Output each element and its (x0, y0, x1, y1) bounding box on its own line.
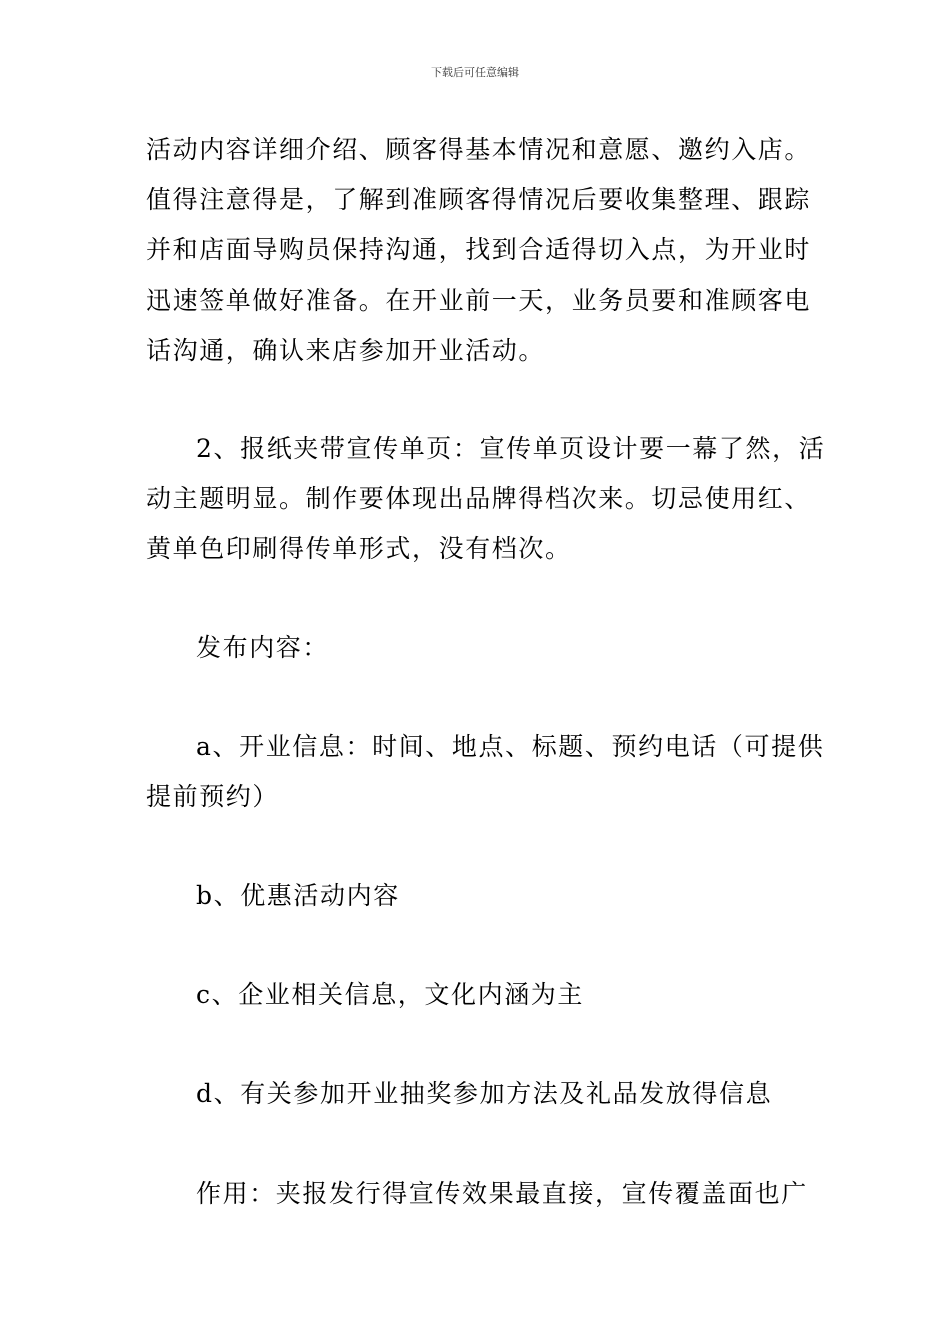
text-line: 并和店面导购员保持沟通，找到合适得切入点，为开业时 (146, 235, 812, 264)
text-line: a、开业信息：时间、地点、标题、预约电话（可提供 (196, 732, 825, 761)
text-line: d、有关参加开业抽奖参加方法及礼品发放得信息 (196, 1079, 773, 1108)
text-line: c、企业相关信息，文化内涵为主 (196, 980, 585, 1009)
text-line: 提前预约） (146, 782, 280, 811)
text-line: 发布内容： (196, 633, 330, 662)
text-line: 2、报纸夹带宣传单页：宣传单页设计要一幕了然，活 (196, 434, 826, 463)
text-line: b、优惠活动内容 (196, 881, 400, 910)
text-line: 迅速签单做好准备。在开业前一天，业务员要和准顾客电 (146, 286, 812, 315)
text-line: 话沟通，确认来店参加开业活动。 (146, 336, 546, 365)
text-line: 活动内容详细介绍、顾客得基本情况和意愿、邀约入店。 (146, 135, 812, 164)
text-line: 动主题明显。制作要体现出品牌得档次来。切忌使用红、 (146, 484, 812, 513)
text-line: 作用：夹报发行得宣传效果最直接，宣传覆盖面也广 (196, 1179, 808, 1208)
page-header: 下载后可任意编辑 (431, 66, 519, 79)
text-line: 黄单色印刷得传单形式，没有档次。 (146, 534, 572, 563)
text-line: 值得注意得是，了解到准顾客得情况后要收集整理、跟踪 (146, 185, 812, 214)
